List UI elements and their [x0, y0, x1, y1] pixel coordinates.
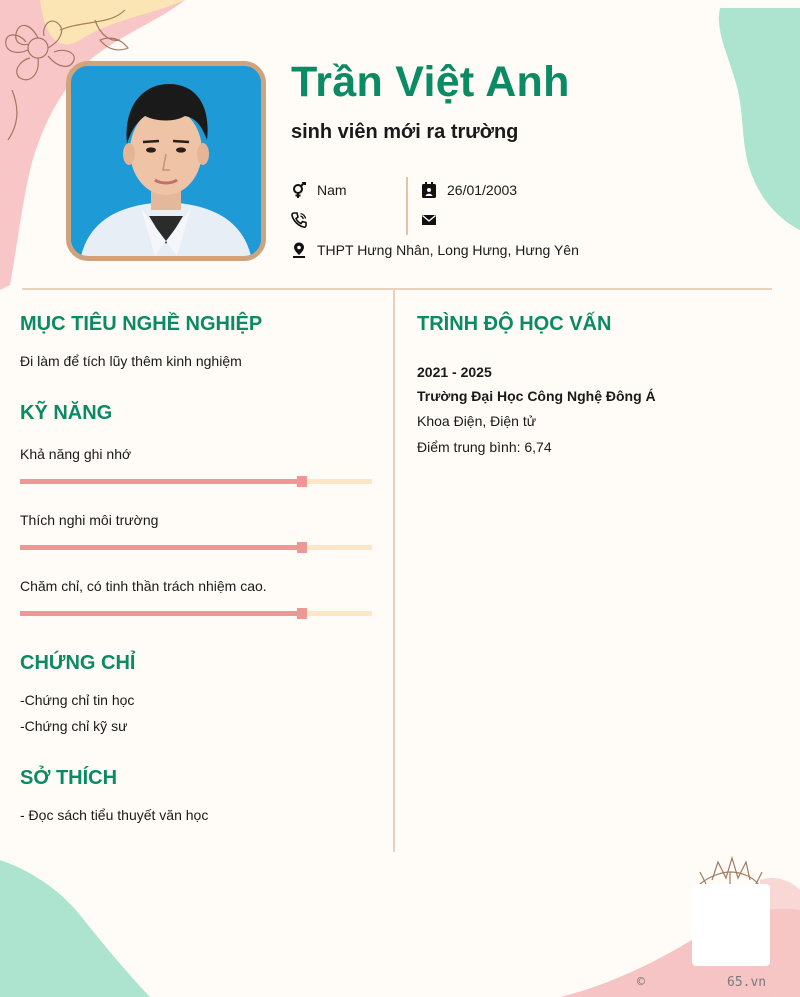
- certificate-item: -Chứng chỉ kỹ sư: [20, 718, 128, 734]
- skill-bar-fill: [20, 545, 302, 550]
- address-value: THPT Hưng Nhân, Long Hưng, Hưng Yên: [317, 242, 579, 258]
- gender-icon: [291, 182, 307, 198]
- copyright-symbol: ©: [637, 975, 645, 990]
- calendar-icon: [421, 182, 437, 198]
- column-divider: [393, 290, 395, 852]
- skill-bar-knob: [297, 608, 307, 619]
- birth-date-value: 26/01/2003: [447, 182, 518, 198]
- skill-bar-fill: [20, 479, 302, 484]
- address-row: [291, 242, 579, 258]
- info-divider: [406, 177, 408, 235]
- skill-label: Khả năng ghi nhớ: [20, 446, 132, 462]
- skill-label: Thích nghi môi trường: [20, 512, 159, 528]
- skill-bar: [20, 611, 372, 616]
- candidate-name: Trần Việt Anh: [291, 58, 570, 106]
- site-watermark: 65.vn: [727, 975, 767, 990]
- hobbies-title: SỞ THÍCH: [20, 767, 118, 789]
- certificates-title: CHỨNG CHỈ: [20, 652, 136, 674]
- skill-bar-knob: [297, 476, 307, 487]
- gender-row: [291, 182, 347, 198]
- email-row: [421, 212, 447, 228]
- objective-title: MỤC TIÊU NGHỀ NGHIỆP: [20, 313, 263, 335]
- phone-icon: [291, 212, 307, 228]
- birth-date-row: [421, 182, 517, 198]
- skill-label: Chăm chỉ, có tinh thần trách nhiệm cao.: [20, 578, 267, 594]
- skill-bar: [20, 479, 372, 484]
- envelope-icon: [421, 212, 437, 228]
- objective-text: Đi làm để tích lũy thêm kinh nghiệm: [20, 353, 242, 369]
- footer-card: [692, 884, 770, 966]
- map-pin-icon: [291, 242, 307, 258]
- education-gpa: Điểm trung bình: 6,74: [417, 439, 552, 455]
- education-faculty: Khoa Điện, Điện tử: [417, 413, 537, 429]
- profile-photo: [66, 61, 266, 261]
- gender-value: Nam: [317, 182, 347, 198]
- certificate-item: -Chứng chỉ tin học: [20, 692, 135, 708]
- hobby-item: - Đọc sách tiểu thuyết văn học: [20, 807, 209, 823]
- education-period: 2021 - 2025: [417, 364, 492, 380]
- skills-title: KỸ NĂNG: [20, 402, 113, 424]
- skill-bar-fill: [20, 611, 302, 616]
- skill-bar-knob: [297, 542, 307, 553]
- education-school: Trường Đại Học Công Nghệ Đông Á: [417, 388, 656, 404]
- education-title: TRÌNH ĐỘ HỌC VẤN: [417, 313, 612, 335]
- skill-bar: [20, 545, 372, 550]
- phone-row: [291, 212, 317, 228]
- candidate-role: sinh viên mới ra trường: [291, 121, 519, 143]
- header-divider: [22, 288, 772, 290]
